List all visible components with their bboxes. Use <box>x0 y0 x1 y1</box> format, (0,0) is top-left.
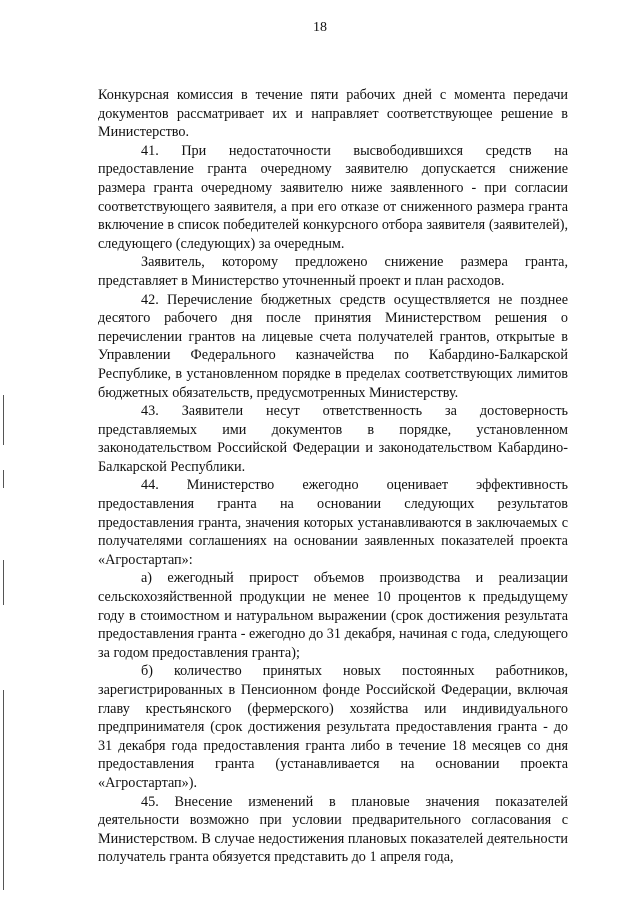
scan-edge-mark <box>3 395 4 445</box>
scan-edge-mark <box>3 470 4 488</box>
paragraph-commission-decision: Конкурсная комиссия в течение пяти рабочих дней с момента передачи документов рассматривает их и направляет соответствующее решение в Министерство. <box>98 87 568 141</box>
paragraph-41: 41. При недостаточности высвободившихся средств на предоставление гранта очередному заявителю допускается снижение размера гранта очередному заявителю ниже заявленного - при согласии соответствующего заявителя, а при его отказе от сниженного размера гранта включение в список победителей конкурсного отбора заявителя (заявителей), следующего (следующих) за очередным. <box>98 142 568 252</box>
paragraph-45: 45. Внесение изменений в плановые значения показателей деятельности возможно при условии предварительного согласования с Министерством. В случае недостижения плановых показателей деятельности получатель гранта обязуется представить до 1 апреля года, <box>98 793 568 866</box>
page-number: 18 <box>313 20 327 35</box>
paragraph-44-item-b: б) количество принятых новых постоянных работников, зарегистрированных в Пенсионном фонде Российской Федерации, включая главу крестьянского (фермерского) хозяйства или индивидуального предпринимателя (срок достижения результата предоставления гранта - до 31 декабря года предоставления гранта либо в течение 18 месяцев со дня предоставления гранта (устанавливается на основании проекта «Агростартап»). <box>98 663 568 791</box>
paragraph-41-revised-plan: Заявитель, которому предложено снижение размера гранта, представляет в Министерство уточненный проект и план расходов. <box>98 254 568 289</box>
scan-edge-mark <box>3 560 4 605</box>
paragraph-43: 43. Заявители несут ответственность за достоверность представляемых ими документов в порядке, установленном законодательством Российской Федерации и законодательством Кабардино-Балкарской Республики. <box>98 403 568 475</box>
paragraph-42: 42. Перечисление бюджетных средств осуществляется не позднее десятого рабочего дня после принятия Министерством решения о перечислении грантов на лицевые счета получателей грантов, открытые в Управлении Федерального казначейства по Кабардино-Балкарской Республике, в установленном порядке в пределах соответствующих лимитов бюджетных обязательств, предусмотренных Министерству. <box>98 291 568 401</box>
paragraph-44: 44. Министерство ежегодно оценивает эффективность предоставления гранта на основании следующих результатов предоставления гранта, значения которых устанавливаются в заключаемых с получателями соглашениях на основании заявленных показателей проекта «Агростартап»: <box>98 477 568 568</box>
scan-edge-mark <box>3 690 4 890</box>
document-body <box>98 86 568 867</box>
paragraph-44-item-a: а) ежегодный прирост объемов производства и реализации сельскохозяйственной продукции не менее 10 процентов к предыдущему году в стоимостном и натуральном выражении (срок достижения результата предоставления гранта - ежегодно до 31 декабря, начиная с года, следующего за годом предоставления гранта); <box>98 570 568 661</box>
